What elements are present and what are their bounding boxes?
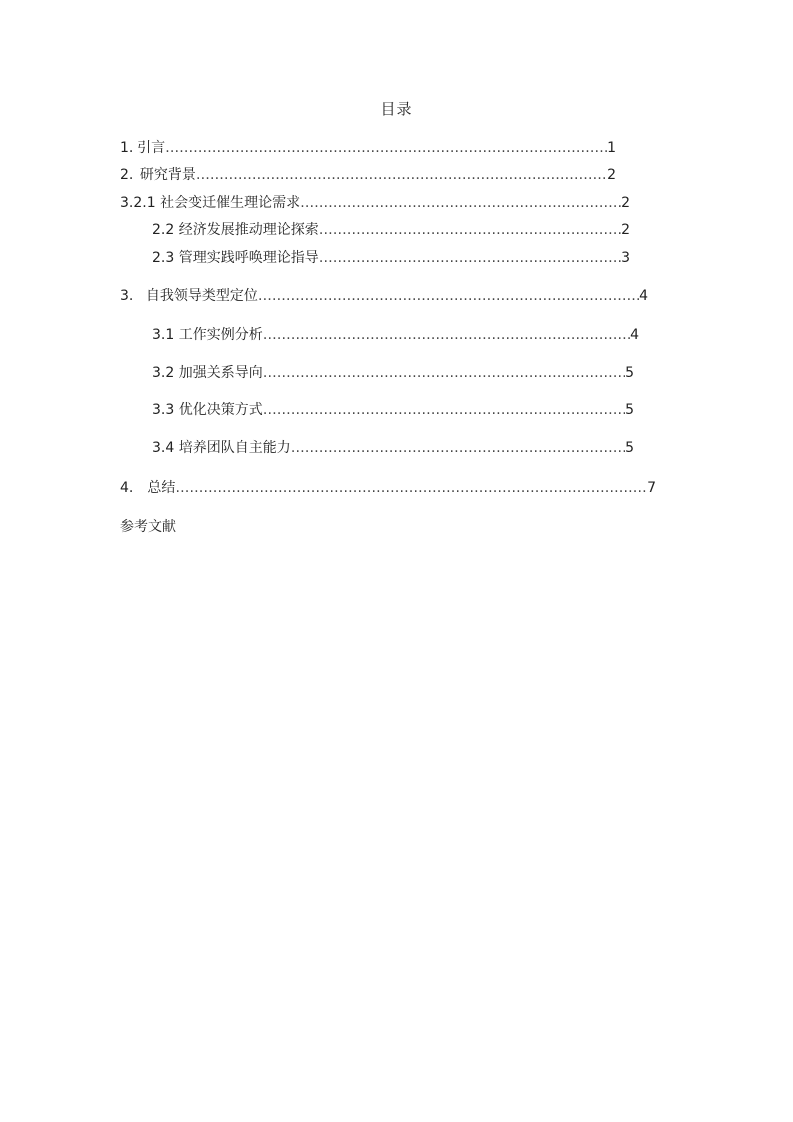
toc-entry[interactable]	[152, 326, 639, 344]
toc-entry-number: 3.	[120, 288, 134, 304]
toc-leader-dots	[258, 287, 639, 305]
toc-leader-dots	[291, 439, 625, 457]
toc-entry[interactable]	[152, 249, 630, 267]
toc-entry-number: 4.	[120, 480, 134, 496]
toc-entry-text: 2.3 管理实践呼唤理论指导	[152, 250, 319, 266]
toc-entry[interactable]	[152, 439, 634, 457]
toc-entry-text: 3.3 优化决策方式	[152, 402, 263, 418]
toc-entry[interactable]	[120, 139, 616, 157]
toc-entry-text: 自我领导类型定位	[145, 288, 258, 304]
toc-entry-number: 3.	[120, 195, 134, 211]
toc-leader-dots	[263, 401, 625, 419]
toc-entry-number: 1.	[120, 140, 134, 156]
toc-entry-number: 2.	[120, 167, 134, 183]
toc-entry-text: 3.1 工作实例分析	[152, 327, 263, 343]
toc-entry[interactable]	[120, 287, 648, 305]
toc-leader-dots	[300, 194, 621, 212]
toc-entry-page: 2	[607, 167, 616, 183]
toc-entry-page: 3	[621, 250, 630, 266]
toc-entry-text: 总结	[147, 480, 176, 496]
toc-entry[interactable]	[120, 479, 656, 497]
toc-entry-text: 3.4 培养团队自主能力	[152, 440, 291, 456]
toc-entry-text: 研究背景	[139, 167, 196, 183]
toc-entry-page: 5	[625, 440, 634, 456]
toc-entry-page: 4	[639, 288, 648, 304]
toc-entry-text: 2.1 社会变迁催生理论需求	[133, 195, 301, 211]
toc-leader-dots	[263, 326, 630, 344]
toc-title: 目录	[380, 100, 413, 118]
toc-leader-dots	[165, 139, 607, 157]
toc-leader-dots	[319, 221, 621, 239]
toc-entry[interactable]	[152, 221, 630, 239]
toc-entry[interactable]	[120, 166, 616, 184]
toc-entry-page: 1	[607, 140, 616, 156]
toc-entry-text: 3.2 加强关系导向	[152, 365, 263, 381]
toc-entry-text: 引言	[137, 140, 166, 156]
toc-entry-text: 2.2 经济发展推动理论探索	[152, 222, 319, 238]
toc-leader-dots	[263, 364, 625, 382]
toc-leader-dots	[175, 479, 647, 497]
references-heading[interactable]: 参考文献	[120, 519, 176, 535]
toc-entry-page: 5	[625, 402, 634, 418]
toc-entry[interactable]	[152, 364, 634, 382]
toc-leader-dots	[196, 166, 607, 184]
toc-entry-page: 5	[625, 365, 634, 381]
toc-entry-page: 2	[621, 222, 630, 238]
toc-leader-dots	[319, 249, 621, 267]
toc-entry-page: 4	[630, 327, 639, 343]
toc-entry[interactable]	[152, 401, 634, 419]
toc-entry[interactable]	[120, 194, 630, 212]
toc-entry-page: 7	[647, 480, 656, 496]
toc-entry-page: 2	[621, 195, 630, 211]
